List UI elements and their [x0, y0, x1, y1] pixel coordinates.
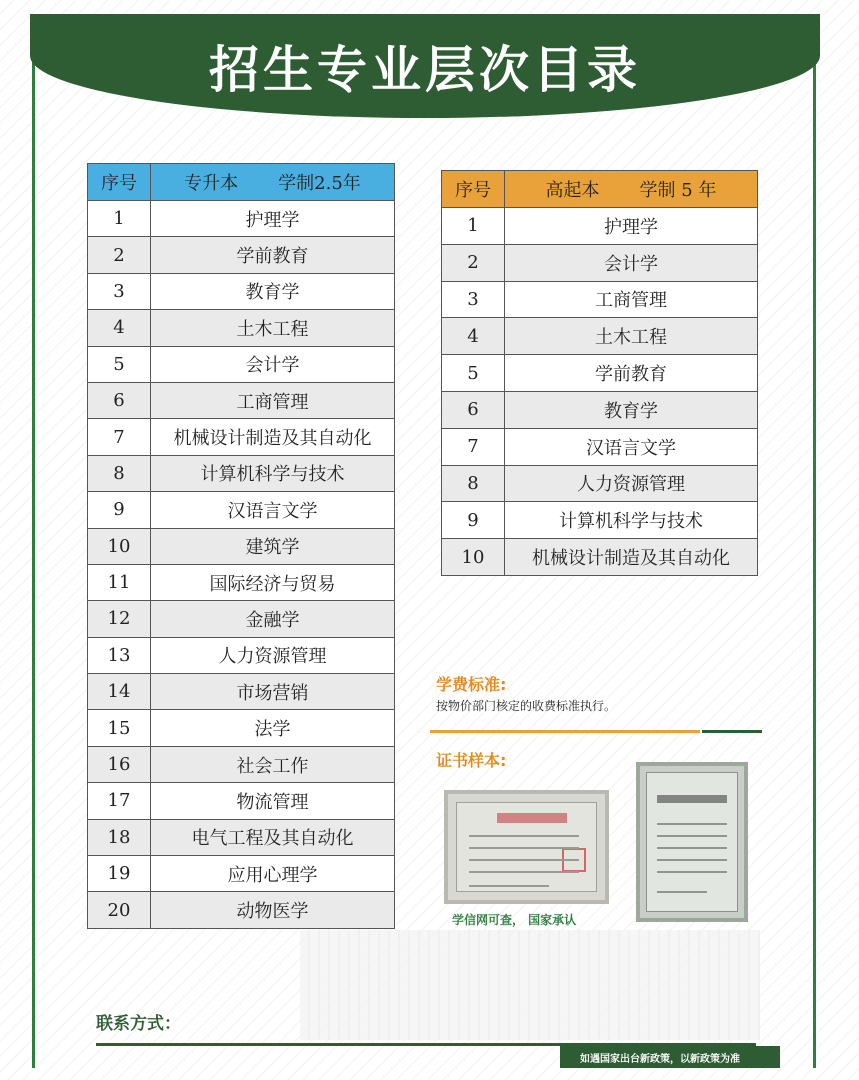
- row-number: 2: [88, 237, 151, 273]
- table-row: [88, 564, 395, 600]
- table-row: [88, 637, 395, 673]
- row-number: 8: [88, 455, 151, 491]
- row-major-name: 计算机科学与技术: [505, 502, 758, 539]
- row-major-name: 人力资源管理: [505, 465, 758, 502]
- row-major-name: 市场营销: [151, 674, 395, 710]
- row-major-name: 教育学: [151, 273, 395, 309]
- divider-accent: [702, 730, 762, 733]
- row-major-name: 国际经济与贸易: [151, 564, 395, 600]
- table-row: [442, 465, 758, 502]
- row-number: 13: [88, 637, 151, 673]
- header-level: 专升本: [184, 173, 239, 194]
- table-row: [442, 208, 758, 245]
- row-number: 1: [442, 208, 505, 245]
- table-row: [88, 273, 395, 309]
- row-number: 4: [88, 310, 151, 346]
- divider: [430, 730, 700, 733]
- row-number: 8: [442, 465, 505, 502]
- row-number: 10: [442, 539, 505, 576]
- table-header: [88, 164, 395, 201]
- row-number: 6: [442, 391, 505, 428]
- certificate-heading: 证书样本:: [436, 751, 507, 770]
- table-row: [442, 539, 758, 576]
- footer-note: 如遇国家出台新政策，以新政策为准: [580, 1054, 740, 1065]
- row-number: 9: [88, 492, 151, 528]
- degree-certificate-image: [636, 762, 748, 922]
- table-row: [442, 502, 758, 539]
- table-row: [88, 201, 395, 237]
- table-row: [88, 528, 395, 564]
- table-row: [88, 746, 395, 782]
- header-duration: 学制 5 年: [639, 180, 717, 201]
- header-major: [151, 164, 395, 201]
- table-row: [442, 318, 758, 355]
- graduation-certificate-image: [444, 790, 609, 904]
- header-major: [505, 171, 758, 208]
- header-number: 序号: [88, 164, 151, 201]
- table-row: [88, 819, 395, 855]
- campus-sketch-image: [300, 930, 760, 1040]
- table-row: [442, 391, 758, 428]
- table-row: [88, 783, 395, 819]
- row-major-name: 会计学: [505, 244, 758, 281]
- table-row: [88, 382, 395, 418]
- row-major-name: 土木工程: [505, 318, 758, 355]
- row-number: 19: [88, 856, 151, 892]
- row-major-name: 汉语言文学: [151, 492, 395, 528]
- row-major-name: 会计学: [151, 346, 395, 382]
- row-major-name: 机械设计制造及其自动化: [151, 419, 395, 455]
- row-number: 7: [88, 419, 151, 455]
- row-number: 5: [442, 355, 505, 392]
- header-level: 高起本: [545, 180, 600, 201]
- row-major-name: 建筑学: [151, 528, 395, 564]
- row-number: 16: [88, 746, 151, 782]
- row-major-name: 学前教育: [151, 237, 395, 273]
- certificate-caption: 学信网可查， 国家承认: [452, 913, 577, 927]
- row-major-name: 计算机科学与技术: [151, 455, 395, 491]
- row-major-name: 法学: [151, 710, 395, 746]
- row-major-name: 应用心理学: [151, 856, 395, 892]
- table-row: [88, 674, 395, 710]
- row-major-name: 土木工程: [151, 310, 395, 346]
- highschool-majors-table: [441, 170, 758, 576]
- row-major-name: 人力资源管理: [151, 637, 395, 673]
- row-major-name: 汉语言文学: [505, 428, 758, 465]
- table-header: [442, 171, 758, 208]
- row-major-name: 电气工程及其自动化: [151, 819, 395, 855]
- table-row: [442, 355, 758, 392]
- row-number: 4: [442, 318, 505, 355]
- row-number: 11: [88, 564, 151, 600]
- upgrade-majors-table: [87, 163, 395, 929]
- table-row: [88, 310, 395, 346]
- row-number: 1: [88, 201, 151, 237]
- row-number: 18: [88, 819, 151, 855]
- row-major-name: 护理学: [505, 208, 758, 245]
- table-row: [88, 346, 395, 382]
- table-row: [442, 244, 758, 281]
- row-major-name: 教育学: [505, 391, 758, 428]
- row-major-name: 金融学: [151, 601, 395, 637]
- fee-description: 按物价部门核定的收费标准执行。: [436, 699, 617, 713]
- row-number: 5: [88, 346, 151, 382]
- row-major-name: 工商管理: [505, 281, 758, 318]
- row-major-name: 护理学: [151, 201, 395, 237]
- row-number: 3: [442, 281, 505, 318]
- row-number: 15: [88, 710, 151, 746]
- row-major-name: 社会工作: [151, 746, 395, 782]
- page-title: 招生专业层次目录: [209, 41, 641, 99]
- table-row: [442, 428, 758, 465]
- table-row: [442, 281, 758, 318]
- table-row: [88, 856, 395, 892]
- contact-label: 联系方式：: [96, 1014, 181, 1034]
- table-row: [88, 601, 395, 637]
- row-number: 2: [442, 244, 505, 281]
- header-duration: 学制2.5年: [278, 173, 361, 194]
- table-row: [88, 710, 395, 746]
- row-number: 17: [88, 783, 151, 819]
- row-number: 9: [442, 502, 505, 539]
- row-number: 6: [88, 382, 151, 418]
- fee-heading: 学费标准:: [436, 675, 507, 694]
- row-major-name: 动物医学: [151, 892, 395, 928]
- header-number: 序号: [442, 171, 505, 208]
- row-number: 20: [88, 892, 151, 928]
- row-number: 14: [88, 674, 151, 710]
- row-number: 10: [88, 528, 151, 564]
- row-number: 3: [88, 273, 151, 309]
- table-row: [88, 892, 395, 928]
- row-major-name: 工商管理: [151, 382, 395, 418]
- row-number: 7: [442, 428, 505, 465]
- row-major-name: 机械设计制造及其自动化: [505, 539, 758, 576]
- table-row: [88, 419, 395, 455]
- row-number: 12: [88, 601, 151, 637]
- table-row: [88, 455, 395, 491]
- row-major-name: 物流管理: [151, 783, 395, 819]
- row-major-name: 学前教育: [505, 355, 758, 392]
- table-row: [88, 492, 395, 528]
- table-row: [88, 237, 395, 273]
